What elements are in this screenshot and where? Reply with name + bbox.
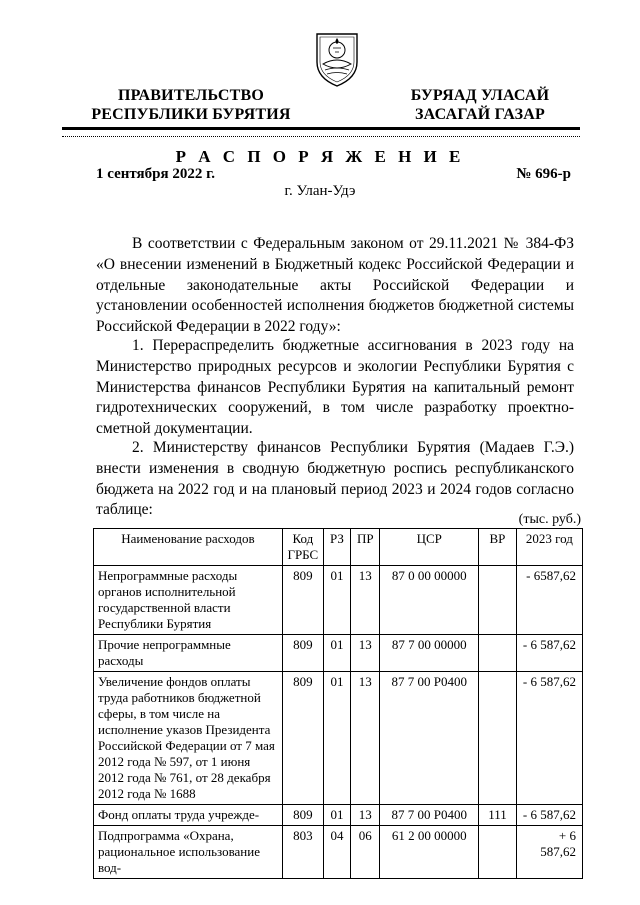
cell-pr: 13: [351, 672, 380, 805]
cell-grbs: 809: [282, 805, 323, 826]
header-rz: РЗ: [323, 529, 350, 566]
header-grbs: Код ГРБС: [282, 529, 323, 566]
cell-pr: 13: [351, 805, 380, 826]
table-row: [94, 635, 583, 672]
cell-pr: 13: [351, 566, 380, 635]
document-number: № 696-р: [516, 166, 571, 182]
budget-table: [93, 528, 583, 879]
document-city: г. Улан-Удэ: [284, 183, 356, 199]
table-row: [94, 566, 583, 635]
cell-csr: 87 7 00 00000: [380, 635, 479, 672]
cell-vr: [479, 635, 517, 672]
cell-vr: [479, 672, 517, 805]
document-date: 1 сентября 2022 г.: [96, 166, 216, 182]
header-divider: [62, 127, 580, 130]
cell-name: Фонд оплаты труда учрежде-: [94, 805, 283, 826]
header-dotted-divider: [62, 136, 580, 137]
cell-grbs: 803: [282, 826, 323, 879]
header-csr: ЦСР: [380, 529, 479, 566]
government-name-line-1: ПРАВИТЕЛЬСТВО: [117, 87, 265, 104]
cell-rz: 01: [323, 566, 350, 635]
government-name-buryat-line-1: БУРЯАД УЛАСАЙ: [410, 87, 550, 104]
government-name-russian: [91, 86, 291, 124]
cell-rz: 01: [323, 672, 350, 805]
cell-rz: 04: [323, 826, 350, 879]
header-pr: ПР: [351, 529, 380, 566]
cell-vr: 111: [479, 805, 517, 826]
government-name-buryat: [395, 86, 565, 124]
cell-vr: [479, 826, 517, 879]
cell-pr: 13: [351, 635, 380, 672]
cell-2023: + 6 587,62: [516, 826, 582, 879]
cell-grbs: 809: [282, 672, 323, 805]
cell-csr: 87 7 00 P0400: [380, 805, 479, 826]
coat-of-arms-icon: [313, 26, 361, 88]
cell-csr: 61 2 00 00000: [380, 826, 479, 879]
cell-rz: 01: [323, 635, 350, 672]
cell-2023: - 6 587,62: [516, 805, 582, 826]
cell-2023: - 6 587,62: [516, 635, 582, 672]
cell-csr: 87 7 00 P0400: [380, 672, 479, 805]
header-name: Наименование расходов: [94, 529, 283, 566]
header-2023: 2023 год: [516, 529, 582, 566]
preamble-paragraph: В соответствии с Федеральным законом от 29.11.2021 № 384-ФЗ «О внесении изменений в Бюджетный кодекс Российской Федерации и отдельные законодательные акты Российской Федерации и установлении особенностей исполнения бюджетов бюджетной системы Российской Федерации в 2022 году»:: [96, 235, 574, 336]
cell-2023: - 6 587,62: [516, 672, 582, 805]
cell-rz: 01: [323, 805, 350, 826]
table-header-row: [94, 529, 583, 566]
table-row: [94, 826, 583, 879]
cell-name: Прочие непрограммные расходы: [94, 635, 283, 672]
table-units: (тыс. руб.): [518, 512, 581, 527]
government-name-line-2: РЕСПУБЛИКИ БУРЯТИЯ: [91, 106, 291, 123]
item-2-paragraph: 2. Министерству финансов Республики Бурятия (Мадаев Г.Э.) внести изменения в сводную бюджетную роспись республиканского бюджета на 2022 год и на плановый период 2023 и 2024 годов согласно таблице:: [96, 439, 574, 519]
cell-grbs: 809: [282, 566, 323, 635]
government-name-buryat-line-2: ЗАСАГАЙ ГАЗАР: [415, 106, 545, 123]
cell-name: Непрограммные расходы органов исполнительной государственной власти Республики Бурятия: [94, 566, 283, 635]
item-1-paragraph: 1. Перераспределить бюджетные ассигнования в 2023 году на Министерство природных ресурсов и экологии Республики Бурятия с Министерства финансов Республики Бурятия на капитальный ремонт гидротехнических сооружений, в том числе разработку проектно-сметной документации.: [96, 337, 574, 438]
cell-pr: 06: [351, 826, 380, 879]
cell-vr: [479, 566, 517, 635]
cell-grbs: 809: [282, 635, 323, 672]
cell-name: Увеличение фондов оплаты труда работников бюджетной сферы, в том числе на исполнение указов Президента Российской Федерации от 7 мая 2012 года № 597, от 1 июня 2012 года № 761, от 28 декабря 2012 года № 1688: [94, 672, 283, 805]
table-row: [94, 672, 583, 805]
cell-2023: - 6587,62: [516, 566, 582, 635]
table-row: [94, 805, 583, 826]
cell-name: Подпрограмма «Охрана, рациональное использование вод-: [94, 826, 283, 879]
document-title: Р А С П О Р Я Ж Е Н И Е: [175, 147, 465, 166]
header-vr: ВР: [479, 529, 517, 566]
cell-csr: 87 0 00 00000: [380, 566, 479, 635]
